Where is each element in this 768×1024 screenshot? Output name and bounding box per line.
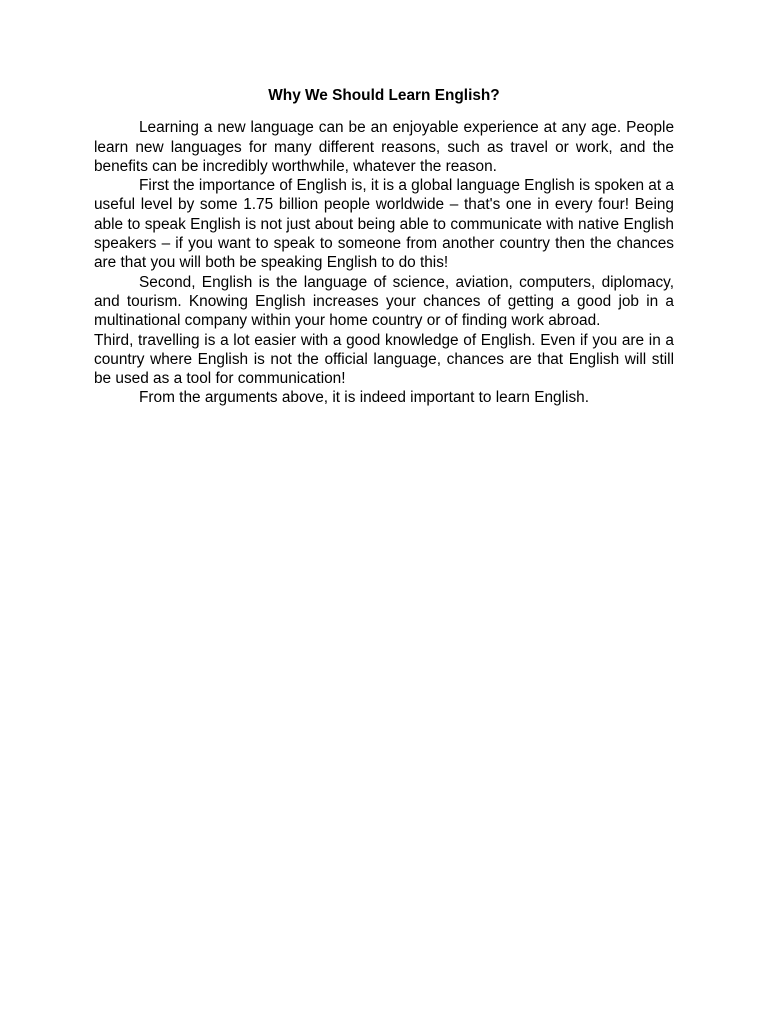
paragraph-first-reason: First the importance of English is, it is a global language English is spoken at a useful level by some 1.75 billion people worldwide – that's one in every four! Being able to speak English is not just about being able to communicate with native English speakers – if you want to speak to someone from another country then the chances are that you will both be speaking English to do this! — [94, 177, 674, 272]
paragraph-intro: Learning a new language can be an enjoyable experience at any age. People learn new languages for many different reasons, such as travel or work, and the benefits can be incredibly worthwhile, whatever the reason. — [94, 119, 674, 175]
paragraph-second-reason: Second, English is the language of science, aviation, computers, diplomacy, and tourism. Knowing English increases your chances of getting a good job in a multinational company within your home country or of finding work abroad. — [94, 273, 674, 330]
paragraph-conclusion: From the arguments above, it is indeed important to learn English. — [139, 389, 589, 407]
document-title: Why We Should Learn English? — [268, 87, 500, 104]
paragraph-third-reason: Third, travelling is a lot easier with a good knowledge of English. Even if you are in a country where English is not the official language, chances are that English will still be used as a tool for communication! — [94, 331, 674, 388]
document-body — [94, 86, 674, 408]
